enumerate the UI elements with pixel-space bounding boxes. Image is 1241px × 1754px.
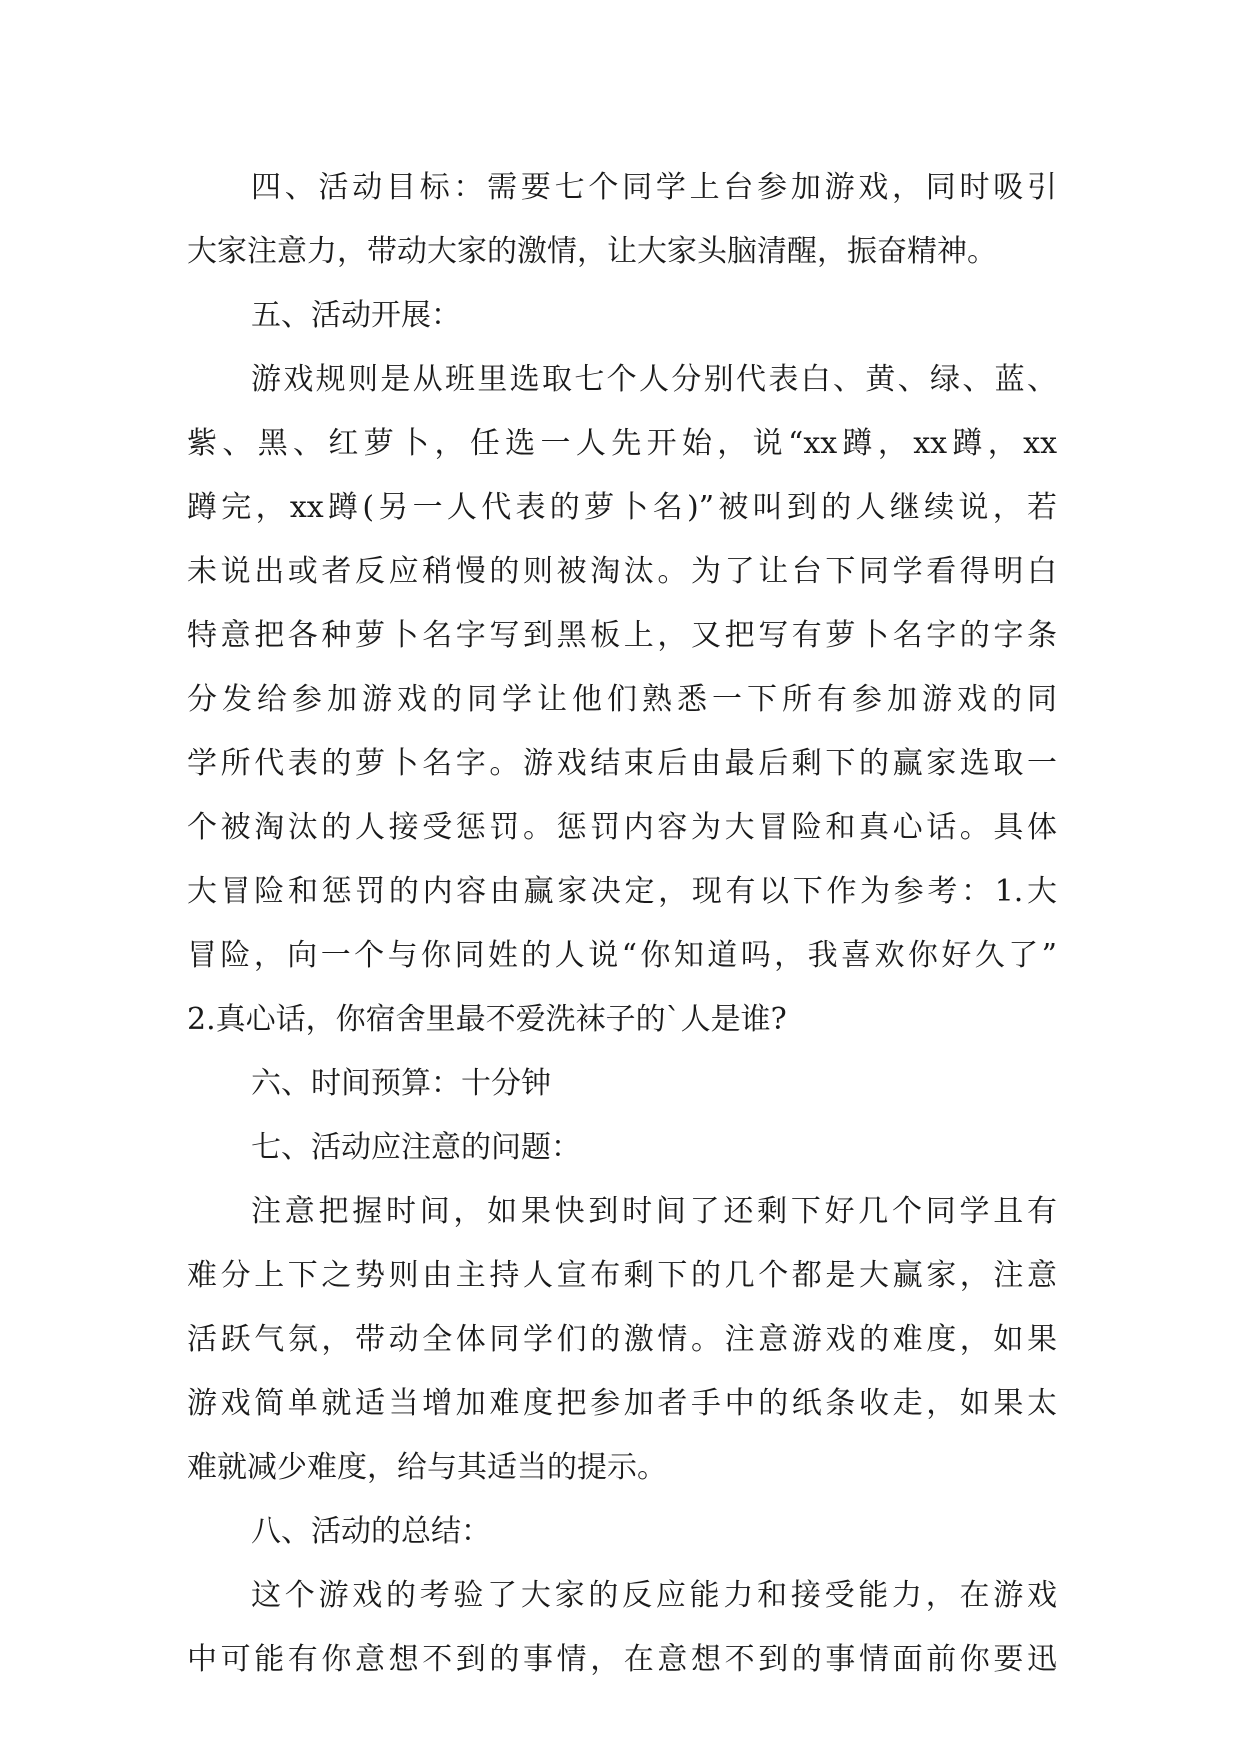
line-text: 难就减少难度，给与其适当的提示。: [187, 1450, 667, 1485]
text-line: [187, 988, 1057, 1052]
text-line: [187, 284, 1057, 348]
line-text: 六、时间预算：十分钟: [251, 1066, 551, 1101]
text-line: [187, 1436, 1057, 1500]
line-text: 难分上下之势则由主持人宣布剩下的几个都是大赢家，注意: [187, 1258, 1057, 1293]
line-text: 中可能有你意想不到的事情，在意想不到的事情面前你要迅: [187, 1642, 1057, 1677]
text-line: [187, 348, 1057, 412]
text-line: [187, 1628, 1057, 1692]
line-text: 五、活动开展：: [251, 298, 461, 333]
line-text: 游戏简单就适当增加难度把参加者手中的纸条收走，如果太: [187, 1386, 1057, 1421]
line-text: 大冒险和惩罚的内容由赢家决定，现有以下作为参考：1.大: [187, 874, 1057, 909]
line-text: 大家注意力，带动大家的激情，让大家头脑清醒，振奋精神。: [187, 234, 997, 269]
text-line: [187, 668, 1057, 732]
line-text: 活跃气氛，带动全体同学们的激情。注意游戏的难度，如果: [187, 1322, 1057, 1357]
text-line: [187, 540, 1057, 604]
text-line: [187, 796, 1057, 860]
line-text: 紫、黑、红萝卜，任选一人先开始，说“xx蹲，xx蹲，xx: [187, 426, 1057, 461]
line-text: 分发给参加游戏的同学让他们熟悉一下所有参加游戏的同: [187, 682, 1057, 717]
text-line: [187, 156, 1057, 220]
text-line: [187, 732, 1057, 796]
line-text: 个被淘汰的人接受惩罚。惩罚内容为大冒险和真心话。具体: [187, 810, 1057, 845]
line-text: 这个游戏的考验了大家的反应能力和接受能力，在游戏: [251, 1578, 1057, 1613]
text-line: [187, 604, 1057, 668]
line-text: 学所代表的萝卜名字。游戏结束后由最后剩下的赢家选取一: [187, 746, 1057, 781]
text-line: [187, 1308, 1057, 1372]
line-text: 注意把握时间，如果快到时间了还剩下好几个同学且有: [251, 1194, 1057, 1229]
text-line: [187, 1500, 1057, 1564]
line-text: 游戏规则是从班里选取七个人分别代表白、黄、绿、蓝、: [251, 362, 1057, 397]
text-line: [187, 1244, 1057, 1308]
line-text: 七、活动应注意的问题：: [251, 1130, 581, 1165]
line-text: 冒险，向一个与你同姓的人说“你知道吗，我喜欢你好久了”: [187, 938, 1057, 973]
text-line: [187, 860, 1057, 924]
line-text: 四、活动目标：需要七个同学上台参加游戏，同时吸引: [251, 170, 1057, 205]
line-text: 2.真心话，你宿舍里最不爱洗袜子的`人是谁?: [187, 1002, 787, 1037]
text-line: [187, 476, 1057, 540]
text-line: [187, 1564, 1057, 1628]
text-line: [187, 1180, 1057, 1244]
text-line: [187, 1052, 1057, 1116]
text-line: [187, 220, 1057, 284]
line-text: 八、活动的总结：: [251, 1514, 491, 1549]
text-line: [187, 1372, 1057, 1436]
text-line: [187, 412, 1057, 476]
document-page: [187, 156, 1057, 1692]
line-text: 蹲完，xx蹲(另一人代表的萝卜名)”被叫到的人继续说，若: [187, 490, 1057, 525]
text-line: [187, 1116, 1057, 1180]
text-line: [187, 924, 1057, 988]
line-text: 特意把各种萝卜名字写到黑板上，又把写有萝卜名字的字条: [187, 618, 1057, 653]
line-text: 未说出或者反应稍慢的则被淘汰。为了让台下同学看得明白: [187, 554, 1057, 589]
